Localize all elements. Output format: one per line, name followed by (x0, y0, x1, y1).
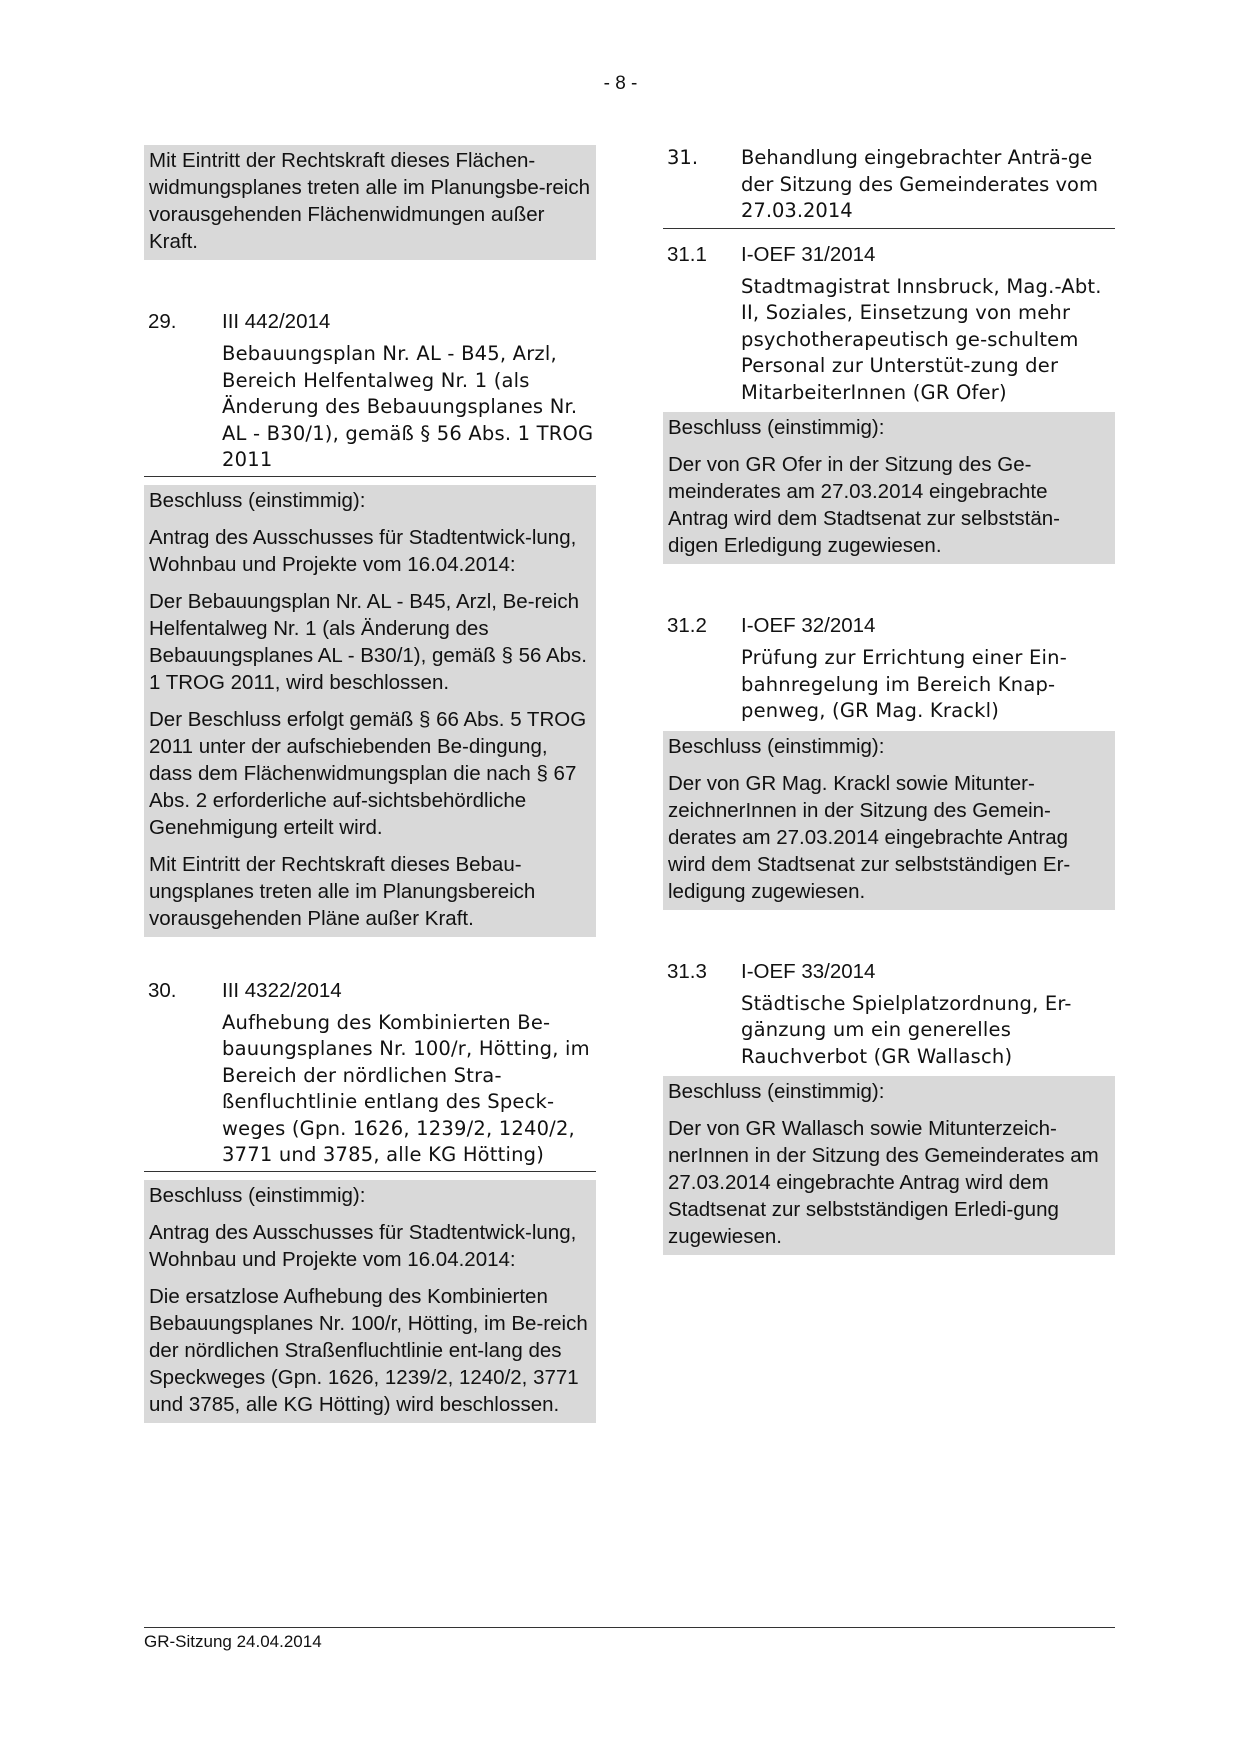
item-number: 30. (148, 978, 177, 1002)
decision-box (663, 731, 1115, 910)
footer (144, 1627, 1115, 1652)
agenda-item-30 (144, 977, 596, 1423)
decision-paragraph: Die ersatzlose Aufhebung des Kombinierten Bebauungsplanes Nr. 100/r, Hötting, im Be-reich der nördlichen Straßenfluchtlinie ent-lang des Speckweges (Gpn. 1626, 1239/2, 1240/2, 3771 und 3785, alle KG Hötting) wird beschlossen. (149, 1284, 588, 1416)
left-column (144, 145, 596, 1423)
item-reference: I-OEF 33/2014 (741, 959, 876, 983)
footer-text: GR-Sitzung 24.04.2014 (144, 1632, 322, 1651)
decision-paragraph: Der von GR Wallasch sowie Mitunterzeich-nerInnen in der Sitzung des Gemeinderates am 27.03.2014 eingebrachte Antrag wird dem Stadtsenat zur selbstständigen Erledi-gung zugewiesen. (668, 1117, 1099, 1248)
decision-label: Beschluss (einstimmig): (668, 734, 885, 758)
item-number: 31.2 (667, 614, 707, 637)
decision-paragraph: Antrag des Ausschusses für Stadtentwick-lung, Wohnbau und Projekte vom 16.04.2014: (149, 525, 577, 576)
decision-label: Beschluss (einstimmig): (668, 416, 885, 439)
item-number: 29. (148, 310, 177, 333)
agenda-item-31 (663, 145, 1115, 229)
item-title: Prüfung zur Errichtung einer Ein-bahnregelung im Bereich Knap-penweg, (GR Mag. Krackl) (741, 646, 1067, 722)
agenda-item-29 (144, 308, 596, 937)
item-number: 31. (667, 146, 699, 169)
decision-paragraph: Der von GR Mag. Krackl sowie Mitunter-zeichnerInnen in der Sitzung des Gemein-derates am 27.03.2014 eingebrachte Antrag wird dem Stadtsenat zur selbstständigen Er-ledigung zugewiesen. (668, 771, 1071, 903)
item-reference: III 442/2014 (222, 310, 331, 333)
decision-box (663, 412, 1115, 564)
item-reference: I-OEF 32/2014 (741, 614, 876, 637)
decision-paragraph: Der Bebauungsplan Nr. AL - B45, Arzl, Be-reich Helfentalweg Nr. 1 (als Änderung des Bebauungsplanes AL - B30/1), gemäß § 56 Abs. 1 TROG 2011, wird beschlossen. (149, 589, 588, 694)
item-number: 31.3 (667, 959, 707, 983)
decision-label: Beschluss (einstimmig): (668, 1080, 885, 1103)
decision-paragraph: Mit Eintritt der Rechtskraft dieses Bebau-ungsplanes treten alle im Planungsbereich vorausgehenden Pläne außer Kraft. (149, 852, 536, 930)
decision-paragraph: Der von GR Ofer in der Sitzung des Ge-meinderates am 27.03.2014 eingebrachte Antrag wird dem Stadtsenat zur selbststän-digen Erledigung zugewiesen. (668, 453, 1060, 557)
item-reference: I-OEF 31/2014 (741, 242, 876, 266)
item-title: Städtische Spielplatzordnung, Er-gänzung um ein generelles Rauchverbot (GR Wallasch) (741, 991, 1072, 1068)
item-reference: III 4322/2014 (222, 978, 342, 1002)
decision-label: Beschluss (einstimmig): (149, 1183, 366, 1207)
decision-paragraph: Antrag des Ausschusses für Stadtentwick-lung, Wohnbau und Projekte vom 16.04.2014: (149, 1220, 577, 1271)
decision-box (663, 1076, 1115, 1255)
item-title: Stadtmagistrat Innsbruck, Mag.-Abt. II, Soziales, Einsetzung von mehr psychotherapeutisch ge-schultem Personal zur Unterstüt-zung der MitarbeiterInnen (GR Ofer) (741, 274, 1102, 404)
intro-text: Mit Eintritt der Rechtskraft dieses Flächen-widmungsplanes treten alle im Planungsbe-reich vorausgehenden Flächenwidmungen außer Kraft. (149, 149, 590, 253)
agenda-item-31-1 (663, 241, 1115, 565)
intro-box (144, 145, 596, 260)
decision-paragraph: Der Beschluss erfolgt gemäß § 66 Abs. 5 TROG 2011 unter der aufschiebenden Be-dingung, dass dem Flächenwidmungsplan die nach § 67 Abs. 2 erforderliche auf-sichtsbehördliche Genehmigung erteilt wird. (149, 707, 587, 839)
decision-box (144, 1180, 596, 1423)
right-column (663, 145, 1115, 1255)
item-title: Behandlung eingebrachter Anträ-ge der Sitzung des Gemeinderates vom 27.03.2014 (741, 146, 1098, 222)
decision-box (144, 485, 596, 937)
page-number: - 8 - (603, 73, 638, 94)
agenda-item-31-3 (663, 958, 1115, 1256)
item-title: Aufhebung des Kombinierten Be-bauungsplanes Nr. 100/r, Hötting, im Bereich der nördlichen Stra-ßenfluchtlinie entlang des Speck-weges (Gpn. 1626, 1239/2, 1240/2, 3771 und 3785, alle KG Hötting) (222, 1010, 590, 1166)
item-title: Bebauungsplan Nr. AL - B45, Arzl, Bereich Helfentalweg Nr. 1 (als Änderung des Bebauungsplanes Nr. AL - B30/1), gemäß § 56 Abs. 1 TROG 2011 (222, 342, 594, 471)
agenda-item-31-2 (663, 612, 1115, 910)
item-number: 31.1 (667, 242, 707, 266)
decision-label: Beschluss (einstimmig): (149, 488, 366, 512)
